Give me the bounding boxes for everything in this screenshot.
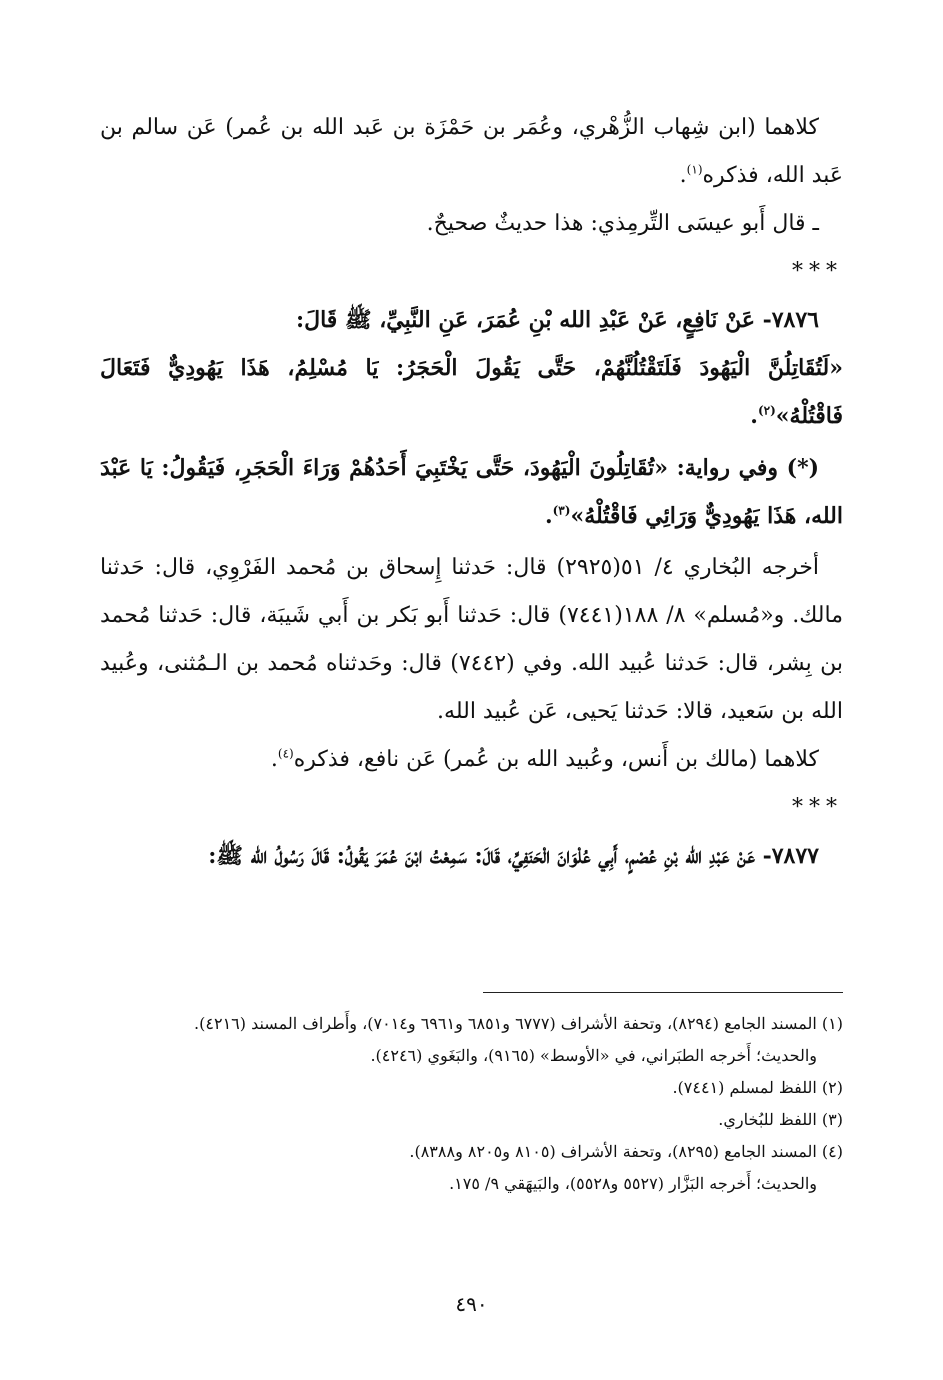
footnotes — [100, 1008, 843, 1200]
section-divider: *** — [792, 795, 843, 820]
footnote-3: (٣) اللفظ للبُخاري. — [718, 1110, 843, 1129]
hadith-7876-heading: ٧٨٧٦- عَنْ نَافِعٍ، عَنْ عَبْدِ الله بْنِ عُمَرَ، عَنِ النَّبِيِّ، ﷺ قَالَ: — [295, 307, 819, 333]
footnote-2: (٢) اللفظ لمسلم (٧٤٤١). — [672, 1078, 843, 1097]
hadith-7877-heading: ٧٨٧٧- عَنْ عَبْدِ الله بْنِ عُصْمٍ، أَبِي عُلْوَانَ الْحَنَفِيِّ، قَالَ: سَمِعْتُ ابْنَ عُمَرَ يَقُولُ: قَالَ رَسُولُ الله ﷺ: — [208, 843, 819, 869]
hadith-7876-text — [100, 344, 843, 440]
main-text — [100, 104, 843, 880]
paragraph-end: . — [750, 403, 758, 429]
paragraph-end: . — [679, 163, 687, 188]
hadith-text: «لَتُقَاتِلُنَّ الْيَهُودَ فَلَتَقْتُلُنَّهُمْ، حَتَّى يَقُولَ الْحَجَرُ: يَا مُسْلِمُ، هَذَا يَهُودِيٌّ فَتَعَالَ فَاقْتُلْهُ» — [100, 355, 843, 429]
footnote-1: (١) المسند الجامع (٨٢٩٤)، وتحفة الأشراف (٦٧٧٧ و٦٨٥١ و٦٩٦١ و٧٠١٤)، وأَطراف المسند (٤٢١٦). — [194, 1014, 843, 1033]
takhrij-paragraph: أخرجه البُخاري ٤/ ٥١(٢٩٢٥) قال: حَدثنا إِسحاق بن مُحمد الفَرْوِي، قال: حَدثنا مالك. و«مُسلم» ٨/ ١٨٨(٧٤٤١) قال: حَدثنا أَبو بَكر بن أَبي شَيبَة، قال: حَدثنا مُحمد بن بِشر، قال: حَدثنا عُبيد الله. وفي (٧٤٤٢) قال: وحَدثناه مُحمد بن الـمُثنى، وعُبيد الله بن سَعيد، قالا: حَدثنا يَحيى، عَن عُبيد الله. — [100, 555, 843, 724]
section-divider: *** — [792, 259, 843, 284]
paragraph-text: كلاهما (ابن شِهاب الزُّهْري، وعُمَر بن حَمْزَة بن عَبد الله بن عُمر) عَن سالم بن عَبد الله، فذكره — [100, 115, 843, 188]
page-number: ٤٩٠ — [455, 1292, 488, 1316]
footnote-ref-1[interactable]: (١) — [686, 162, 703, 177]
summary-text: كلاهما (مالك بن أَنس، وعُبيد الله بن عُمر) عَن نافع، فذكره — [293, 747, 819, 772]
footnote-separator — [483, 992, 843, 993]
paragraph-isnad-summary — [100, 104, 843, 200]
footnote-ref-4[interactable]: (٤) — [277, 746, 294, 761]
takhrij-summary — [100, 736, 843, 784]
paragraph-end: . — [270, 747, 278, 772]
tirmidhi-comment: ـ قال أَبو عيسَى التِّرمِذي: هذا حديثٌ صحيحٌ. — [426, 211, 819, 236]
footnote-4: (٤) المسند الجامع (٨٢٩٥)، وتحفة الأشراف (٨١٠٥ و٨٢٠٥ و٨٣٨٨). — [409, 1142, 843, 1161]
paragraph-end: . — [544, 503, 553, 529]
riwaya-text: (*) وفي رواية: «تُقَاتِلُونَ الْيَهُودَ، حَتَّى يَخْتَبِيَ أَحَدُهُمْ وَرَاءَ الْحَجَرِ، فَيَقُولُ: يَا عَبْدَ الله، هَذَا يَهُودِيٌّ وَرَائِي فَاقْتُلْهُ» — [100, 455, 843, 529]
footnote-ref-2[interactable]: (٢) — [757, 403, 776, 418]
footnote-4-continuation: والحديث؛ أَخرجه البَزَّار (٥٥٢٧ و٥٥٢٨)، والبَيهَقي ٩/ ١٧٥. — [449, 1174, 817, 1193]
footnote-ref-3[interactable]: (٣) — [552, 503, 571, 518]
footnote-1-continuation: والحديث؛ أَخرجه الطبَراني، في «الأوسط» (٩١٦٥)، والبَغَوي (٤٢٤٦). — [370, 1046, 817, 1065]
riwaya-paragraph — [100, 444, 843, 540]
